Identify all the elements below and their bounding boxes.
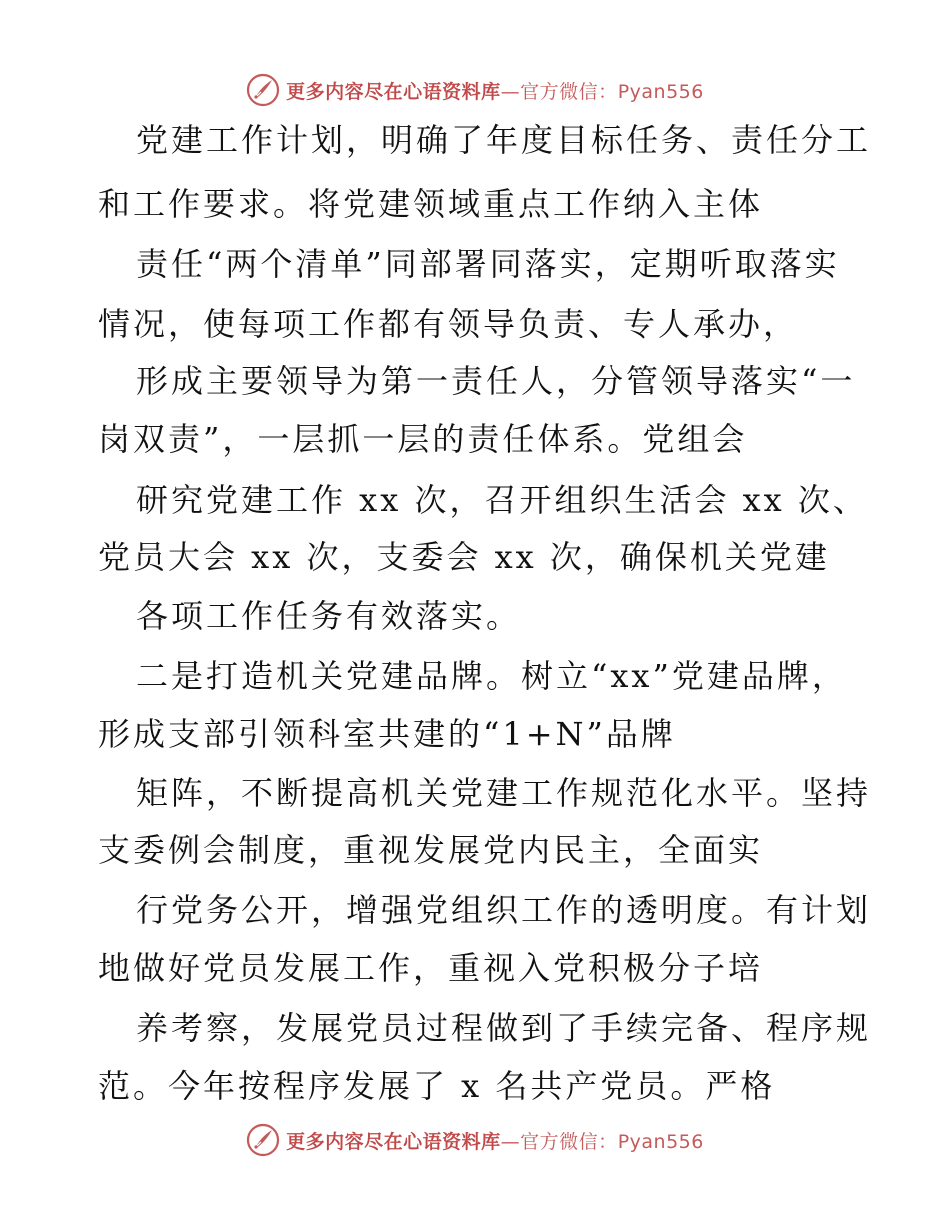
body-line: 党建工作计划，明确了年度目标任务、责任分工 — [136, 121, 872, 159]
body-line: 党员大会 xx 次，支委会 xx 次，确保机关党建 — [98, 538, 830, 576]
banner-text — [286, 77, 704, 104]
body-line: 养考察，发展党员过程做到了手续完备、程序规 — [136, 1009, 872, 1047]
body-line: 形成主要领导为第一责任人，分管领导落实“一 — [136, 362, 856, 400]
banner-contact-handle: Pyan556 — [617, 80, 704, 103]
body-line: 二是打造机关党建品牌。树立“xx”党建品牌， — [136, 657, 847, 695]
body-line: 各项工作任务有效落实。 — [136, 597, 522, 635]
quill-pen-logo-icon — [246, 1123, 280, 1157]
body-line: 矩阵，不断提高机关党建工作规范化水平。坚持 — [136, 774, 872, 812]
body-line: 范。今年按程序发展了 x 名共产党员。严格 — [98, 1067, 776, 1105]
footer-banner — [0, 1120, 950, 1160]
banner-text — [286, 1127, 704, 1154]
banner-contact-label: 官方微信： — [520, 80, 618, 103]
banner-site-text: 更多内容尽在心语资料库 — [286, 80, 501, 103]
body-line: 支委例会制度，重视发展党内民主，全面实 — [98, 831, 764, 869]
banner-separator: — — [500, 80, 521, 103]
banner-site-text: 更多内容尽在心语资料库 — [286, 1130, 501, 1153]
banner-contact-label: 官方微信： — [520, 1130, 618, 1153]
body-line: 研究党建工作 xx 次，召开组织生活会 xx 次、 — [136, 481, 868, 519]
body-line: 和工作要求。将党建领域重点工作纳入主体 — [98, 185, 764, 223]
banner-separator: — — [500, 1130, 521, 1153]
body-line: 岗双责”，一层抓一层的责任体系。党组会 — [98, 420, 748, 458]
header-banner — [0, 70, 950, 110]
body-line: 情况，使每项工作都有领导负责、专人承办， — [98, 305, 799, 343]
quill-pen-logo-icon — [246, 73, 280, 107]
body-line: 行党务公开，增强党组织工作的透明度。有计划 — [136, 891, 872, 929]
body-line: 责任“两个清单”同部署同落实，定期听取落实 — [136, 245, 840, 283]
banner-contact-handle: Pyan556 — [617, 1130, 704, 1153]
body-line: 地做好党员发展工作，重视入党积极分子培 — [98, 949, 764, 987]
body-line: 形成支部引领科室共建的“1+N”品牌 — [98, 715, 676, 753]
